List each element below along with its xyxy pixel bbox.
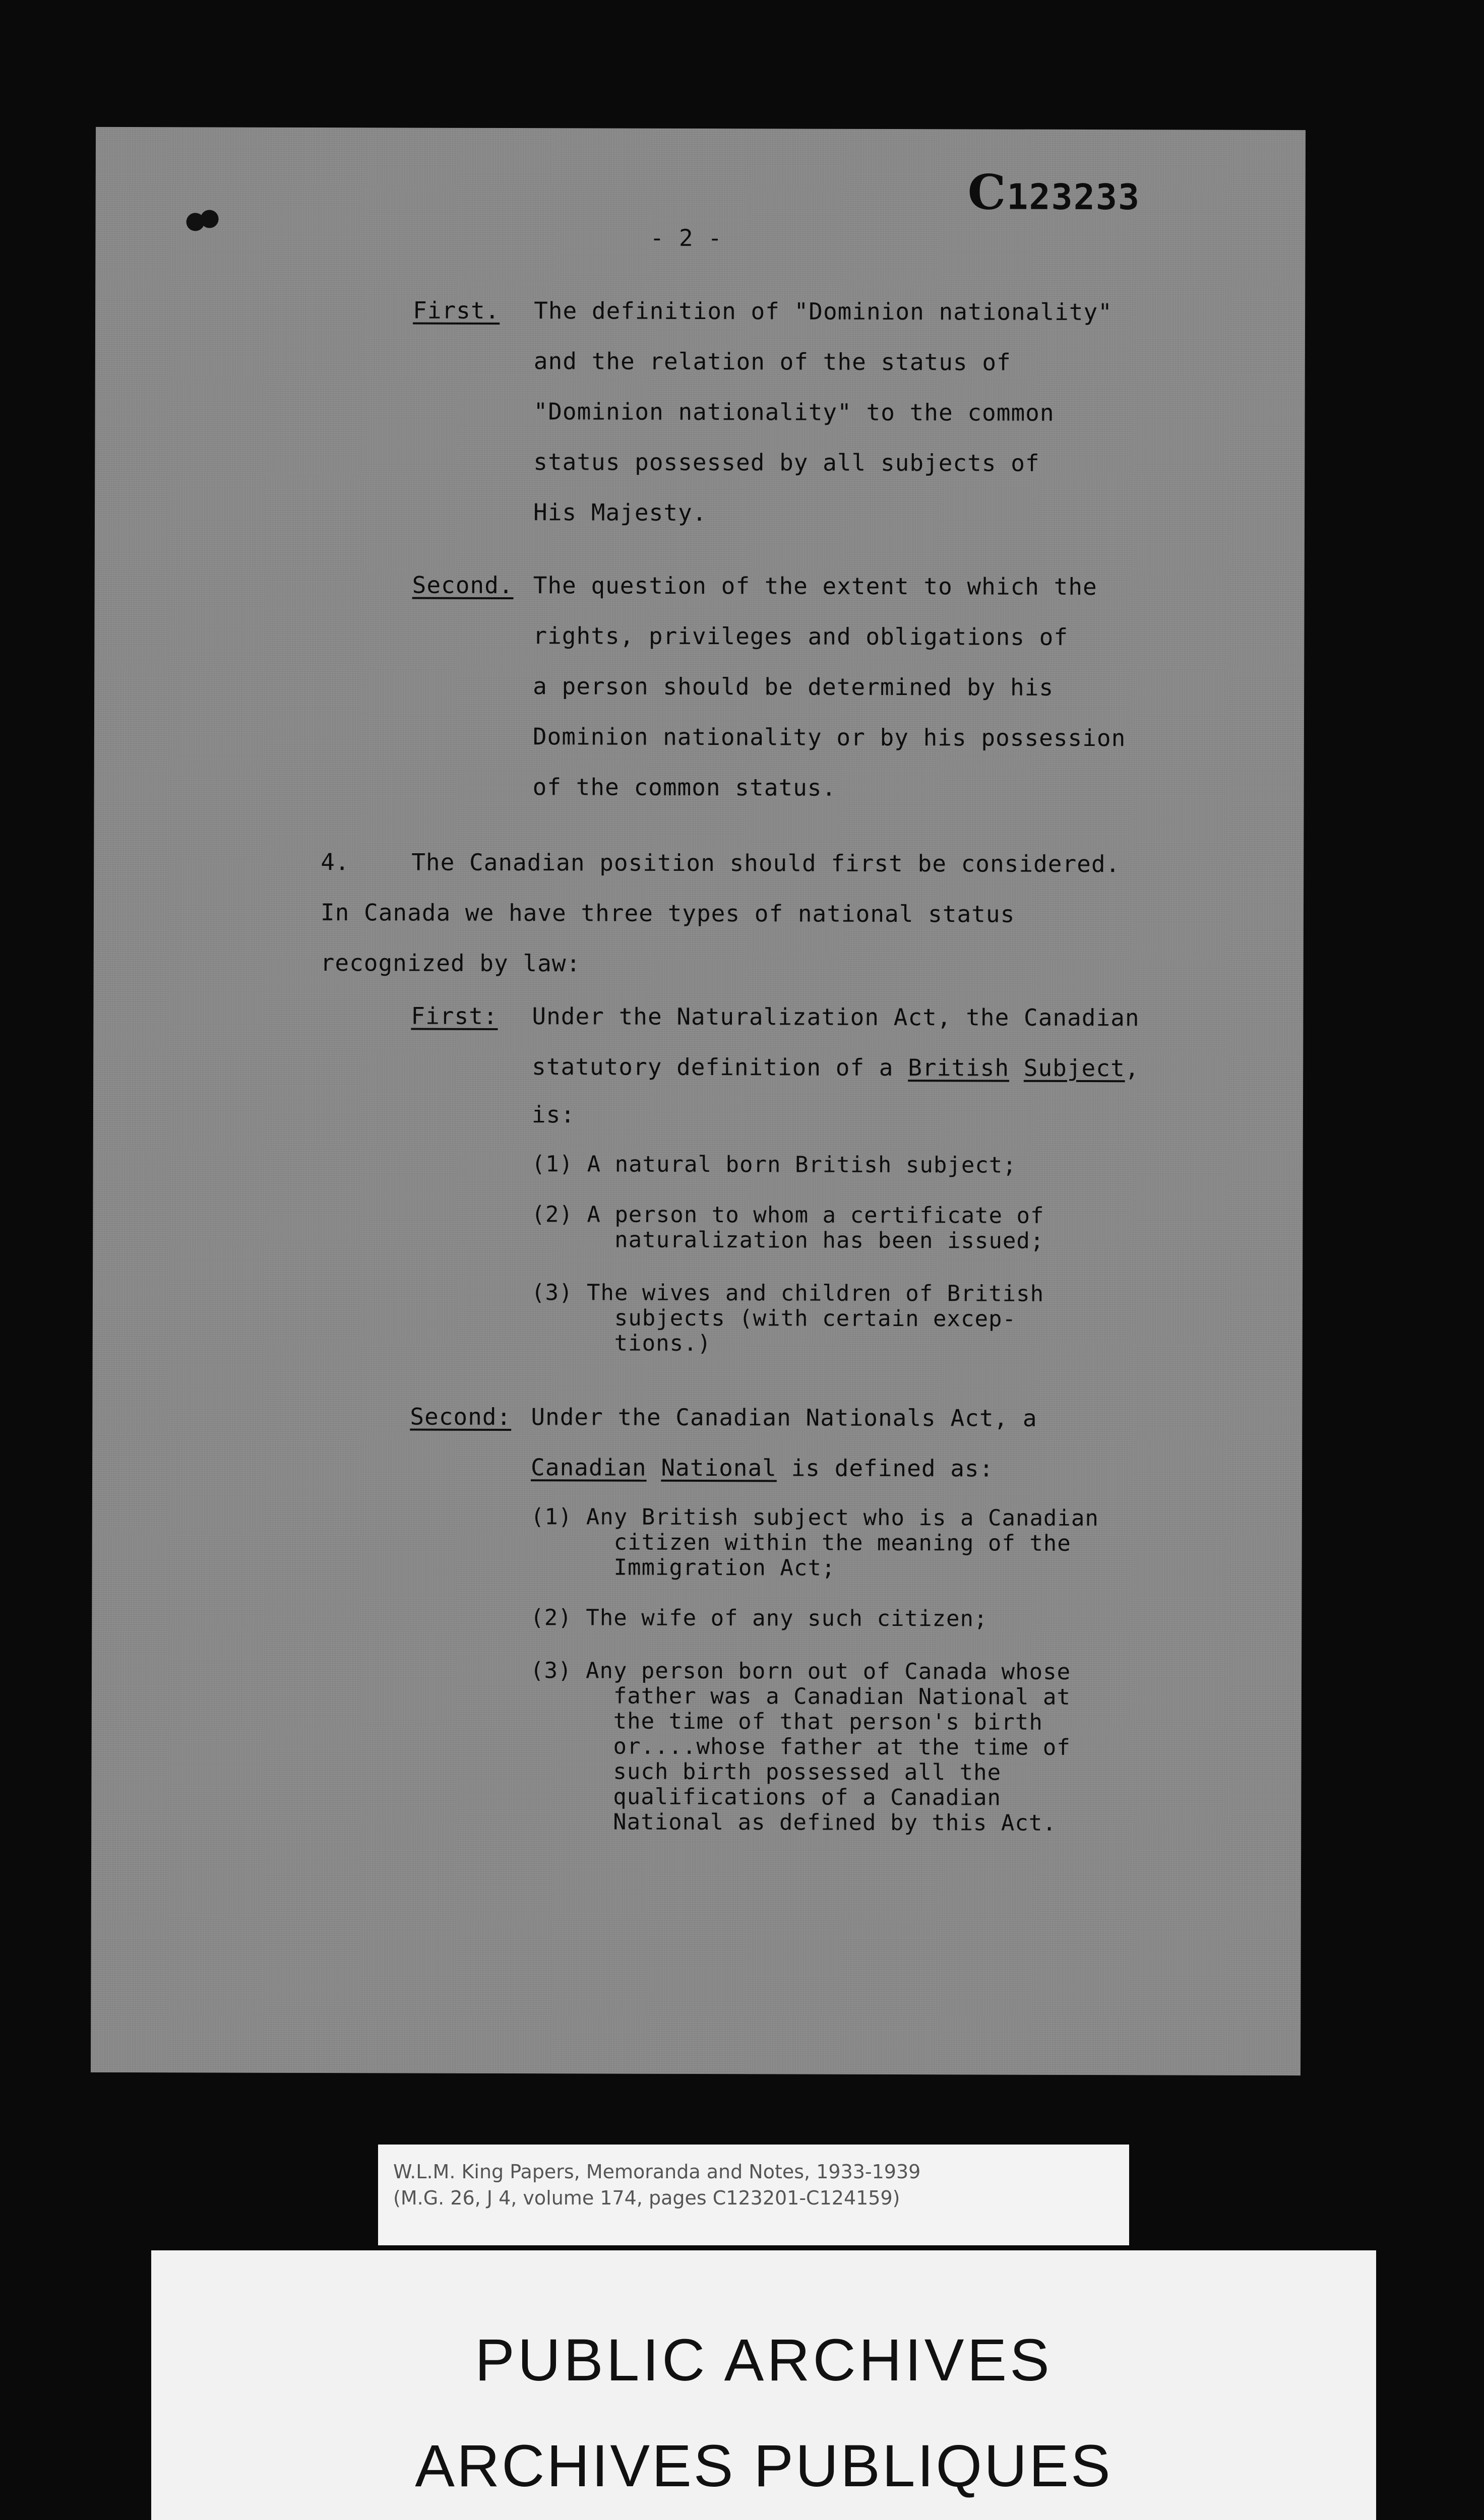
list-item: citizen within the meaning of the [530, 1529, 1071, 1556]
text-line: Dominion nationality or by his possession [532, 723, 1126, 752]
block1-label: First. [413, 296, 500, 324]
text-line: Under the Naturalization Act, the Canadian [532, 1002, 1140, 1032]
text-line: of the common status. [532, 773, 837, 801]
page-number: - 2 - [650, 224, 723, 252]
text-line: is: [531, 1101, 576, 1128]
text-line: The Canadian position should first be considered. [411, 848, 1121, 878]
banner-title-fr: ARCHIVES PUBLIQUES [415, 2433, 1112, 2499]
list-item: (3) The wives and children of British [531, 1280, 1044, 1307]
text-line: The definition of "Dominion nationality" [534, 297, 1112, 326]
caption-line: W.L.M. King Papers, Memoranda and Notes, 1933-1939 [393, 2161, 921, 2183]
list-item: (1) A natural born British subject; [531, 1151, 1017, 1178]
list-item: (1) Any British subject who is a Canadian [530, 1504, 1099, 1532]
text-line: Under the Canadian Nationals Act, a [531, 1403, 1037, 1432]
list-item: (3) Any person born out of Canada whose [530, 1658, 1071, 1685]
list-item: such birth possessed all the [530, 1758, 1002, 1786]
block2-label: Second. [412, 571, 514, 599]
text-line: status possessed by all subjects of [533, 448, 1040, 477]
list-item: (2) A person to whom a certificate of [531, 1202, 1044, 1229]
archive-stamp: C123233 [967, 164, 1141, 221]
reference-caption [378, 2145, 1129, 2245]
list-item: (2) The wife of any such citizen; [530, 1605, 988, 1632]
text-line: His Majesty. [533, 498, 707, 527]
list-item: tions.) [531, 1330, 712, 1357]
list-item: Immigration Act; [530, 1554, 836, 1581]
list-item: subjects (with certain excep- [531, 1305, 1017, 1332]
list-item: naturalization has been issued; [531, 1227, 1044, 1254]
text-line: statutory definition of a British Subject, [532, 1053, 1140, 1082]
text-line: Canadian National is defined as: [531, 1454, 994, 1482]
text-line: In Canada we have three types of national status [320, 899, 1015, 928]
list-item: qualifications of a Canadian [530, 1784, 1002, 1811]
caption-line: (M.G. 26, J 4, volume 174, pages C123201-C124159) [393, 2187, 900, 2209]
text-line: "Dominion nationality" to the common [533, 398, 1055, 426]
document-page [91, 127, 1306, 2075]
list-item: or....whose father at the time of [530, 1733, 1071, 1760]
para4-number: 4. [321, 848, 350, 876]
text-line: The question of the extent to which the [533, 572, 1097, 601]
text-line: a person should be determined by his [533, 672, 1054, 701]
list-item: National as defined by this Act. [530, 1809, 1057, 1836]
first-label: First: [411, 1002, 498, 1030]
list-item: father was a Canadian National at [530, 1683, 1071, 1710]
second-label: Second: [410, 1403, 512, 1431]
text-line: rights, privileges and obligations of [533, 622, 1069, 651]
text-line: recognized by law: [320, 949, 581, 977]
banner-title-en: PUBLIC ARCHIVES [475, 2327, 1053, 2393]
text-line: and the relation of the status of [533, 347, 1011, 376]
archives-banner [151, 2250, 1376, 2520]
list-item: the time of that person's birth [530, 1708, 1043, 1735]
